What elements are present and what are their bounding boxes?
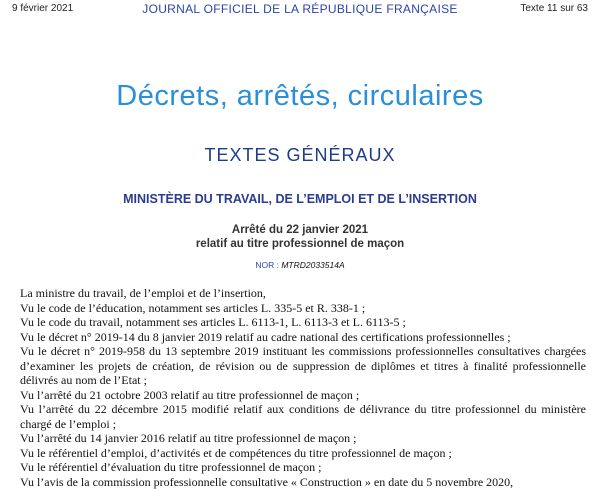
paragraph-visa: Vu le code du travail, notamment ses articles L. 6113-1, L. 6113-3 et L. 6113-5 ; bbox=[20, 315, 406, 329]
rubrique-heading: Décrets, arrêtés, circulaires bbox=[116, 80, 484, 112]
ministry-heading: MINISTÈRE DU TRAVAIL, DE L’EMPLOI ET DE L’INSERTION bbox=[123, 192, 477, 206]
decree-body bbox=[20, 286, 586, 489]
section-heading: TEXTES GÉNÉRAUX bbox=[204, 145, 396, 165]
nor-reference bbox=[0, 260, 600, 270]
paragraph-visa: Vu l’arrêté du 22 décembre 2015 modifié relatif aux conditions de délivrance du titre professionnel du ministère chargé de l’emploi ; bbox=[20, 402, 586, 431]
paragraph-visa: Vu le référentiel d’emploi, d’activités et de compétences du titre professionnel de maçon ; bbox=[20, 445, 452, 460]
paragraph-visa: Vu le décret n° 2019-14 du 8 janvier 2019 relatif au cadre national des certifications professionnelles ; bbox=[20, 329, 511, 344]
paragraph-visa: Vu l’arrêté du 21 octobre 2003 relatif au titre professionnel de maçon ; bbox=[20, 387, 360, 402]
text-counter: Texte 11 sur 63 bbox=[520, 3, 588, 14]
decree-title-line2: relatif au titre professionnel de maçon bbox=[195, 238, 405, 250]
paragraph-visa: Vu le référentiel d’évaluation du titre professionnel de maçon ; bbox=[20, 460, 322, 474]
paragraph-visa: Vu l’arrêté du 14 janvier 2016 relatif au titre professionnel de maçon ; bbox=[20, 431, 357, 445]
publication-date: 9 février 2021 bbox=[12, 3, 74, 14]
nor-value: MTRD2033514A bbox=[281, 260, 345, 270]
paragraph-visa: Vu le code de l’éducation, notamment ses articles L. 335-5 et R. 338-1 ; bbox=[20, 300, 366, 315]
page-header bbox=[0, 3, 600, 19]
journal-title: JOURNAL OFFICIEL DE LA RÉPUBLIQUE FRANÇAISE bbox=[142, 2, 458, 16]
paragraph-intro: La ministre du travail, de l’emploi et de l’insertion, bbox=[20, 286, 266, 300]
paragraph-visa: Vu l’avis de la commission professionnelle consultative « Construction » en date du 5 novembre 2020, bbox=[20, 474, 514, 489]
decree-title-line1: Arrêté du 22 janvier 2021 bbox=[231, 224, 369, 236]
nor-label: NOR : bbox=[255, 260, 282, 270]
paragraph-visa: Vu le décret n° 2019-958 du 13 septembre 2019 instituant les commissions professionnelles consultatives chargées d’examiner les projets de création, de révision ou de suppression de diplômes et titres à finalité professionnelle délivrés au nom de l’Etat ; bbox=[20, 344, 586, 387]
